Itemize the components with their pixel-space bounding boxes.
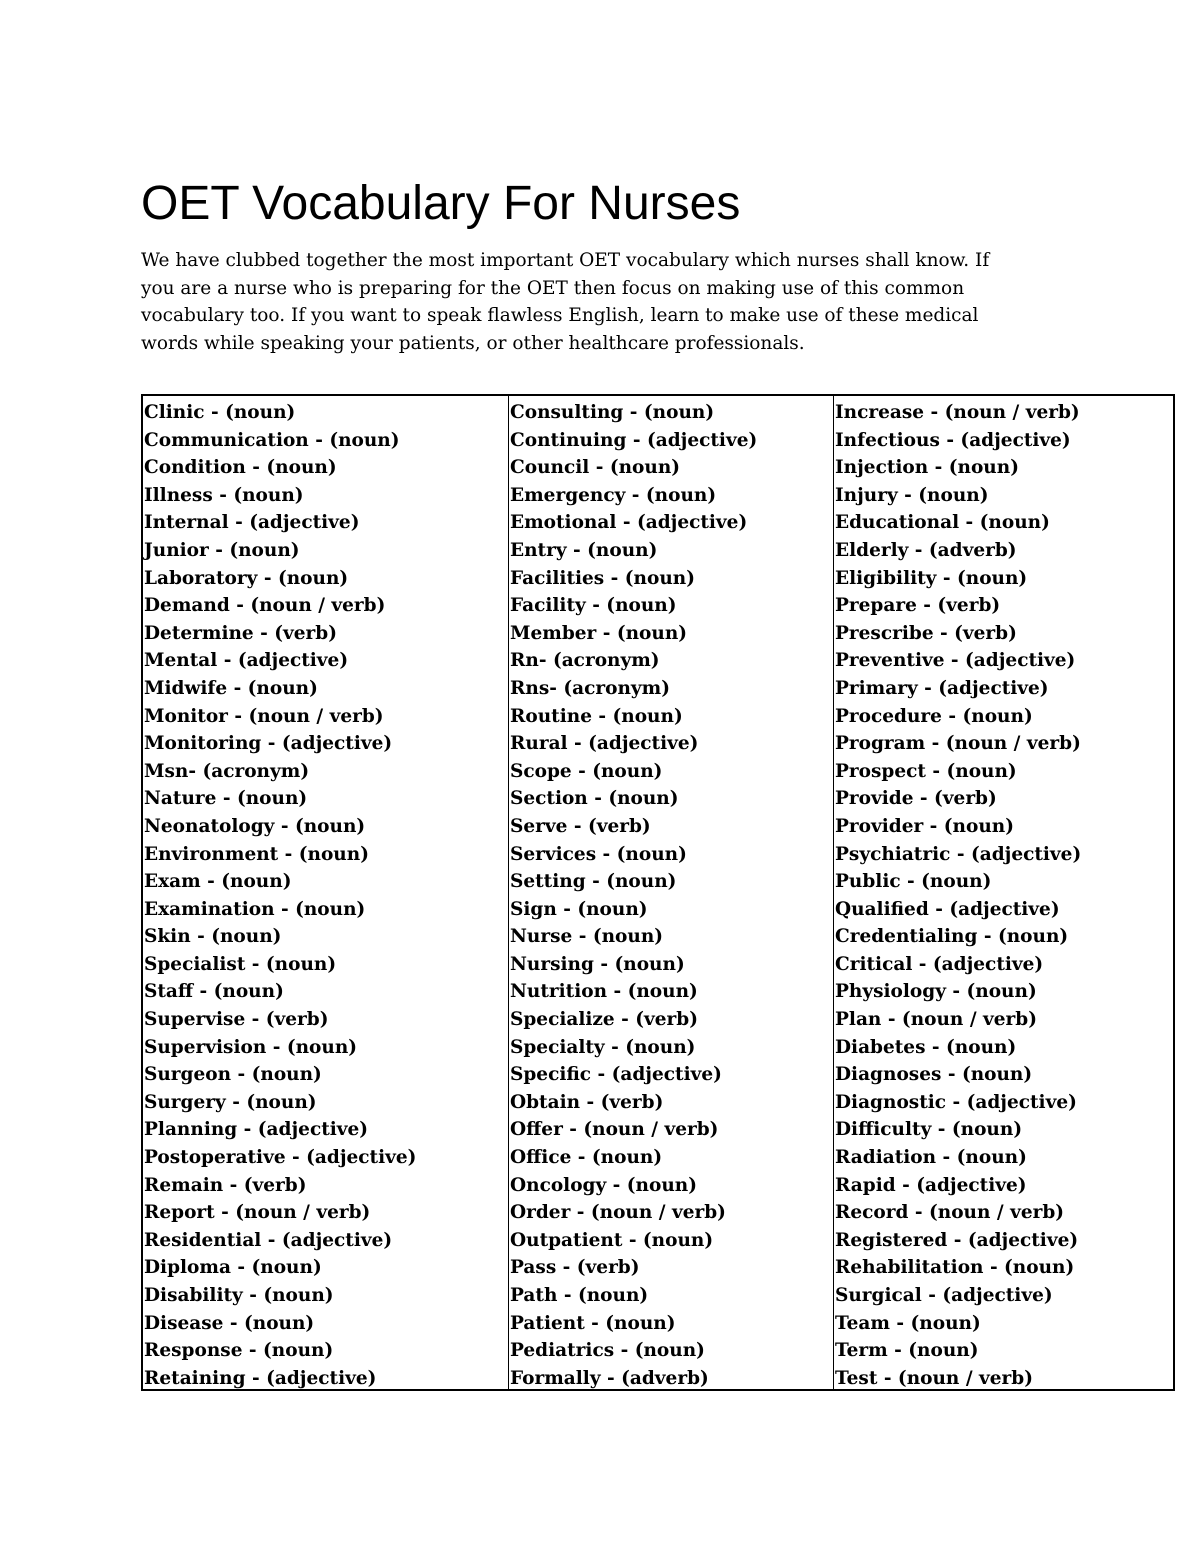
vocabulary-term: Nutrition - (noun) [510,981,698,1003]
vocabulary-term: Prescribe - (verb) [835,622,1017,644]
vocabulary-term: Elderly - (adverb) [835,539,1017,561]
vocabulary-term: Primary - (adjective) [835,677,1049,699]
vocabulary-term: Planning - (adjective) [144,1119,369,1141]
vocabulary-term: Remain - (verb) [144,1174,307,1196]
vocabulary-term: Consulting - (noun) [510,402,715,423]
vocabulary-term: Facilities - (noun) [510,567,695,589]
vocabulary-term: Midwife - (noun) [144,677,318,699]
vocabulary-term: Educational - (noun) [835,512,1050,534]
intro-line: We have clubbed together the most important OET vocabulary which nurses shall know. If [141,250,990,271]
vocabulary-term: Retaining - (adjective) [144,1367,377,1389]
vocabulary-term: Supervise - (verb) [144,1009,329,1031]
vocabulary-term: Radiation - (noun) [835,1147,1027,1169]
vocabulary-term: Diabetes - (noun) [835,1036,1017,1058]
vocabulary-term: Prepare - (verb) [835,595,1001,617]
vocabulary-term: Rn- (acronym) [510,650,660,672]
vocabulary-term: Diagnoses - (noun) [835,1064,1033,1086]
vocabulary-term: Patient - (noun) [510,1312,676,1334]
vocabulary-term: Serve - (verb) [510,815,651,837]
vocabulary-term: Condition - (noun) [144,457,337,479]
vocabulary-term: Residential - (adjective) [144,1229,393,1251]
vocabulary-term: Public - (noun) [835,871,992,893]
vocabulary-term: Nurse - (noun) [510,926,664,948]
vocabulary-column-3 [834,396,1173,1389]
vocabulary-term: Junior - (noun) [144,539,300,561]
vocabulary-term: Monitoring - (adjective) [144,733,393,755]
vocabulary-term: Routine - (noun) [510,705,683,727]
vocabulary-term: Pass - (verb) [510,1257,640,1279]
vocabulary-term: Registered - (adjective) [835,1229,1079,1251]
vocabulary-term: Office - (noun) [510,1147,663,1169]
vocabulary-term: Prospect - (noun) [835,760,1017,782]
vocabulary-term: Internal - (adjective) [144,512,360,534]
vocabulary-term: Increase - (noun / verb) [835,402,1080,423]
vocabulary-term: Communication - (noun) [144,429,400,451]
vocabulary-term: Preventive - (adjective) [835,650,1076,672]
vocabulary-term: Surgeon - (noun) [144,1064,322,1086]
vocabulary-term: Team - (noun) [835,1312,981,1334]
vocabulary-term: Test - (noun / verb) [835,1367,1033,1389]
vocabulary-term: Rural - (adjective) [510,733,699,755]
vocabulary-term: Procedure - (noun) [835,705,1033,727]
vocabulary-term: Services - (noun) [510,843,687,865]
vocabulary-term: Examination - (noun) [144,898,366,920]
vocabulary-term: Formally - (adverb) [510,1367,709,1389]
vocabulary-term: Difficulty - (noun) [835,1119,1023,1141]
intro-line: vocabulary too. If you want to speak flawless English, learn to make use of these medical [141,305,979,327]
vocabulary-term: Monitor - (noun / verb) [144,705,384,727]
vocabulary-term: Offer - (noun / verb) [510,1119,719,1141]
vocabulary-term: Response - (noun) [144,1340,334,1362]
vocabulary-term: Obtain - (verb) [510,1091,664,1113]
vocabulary-column-2 [509,396,834,1389]
intro-paragraph [141,247,1091,358]
vocabulary-term: Oncology - (noun) [510,1174,697,1196]
vocabulary-column-1 [143,396,509,1389]
vocabulary-term: Sign - (noun) [510,898,648,920]
vocabulary-term: Term - (noun) [835,1340,979,1362]
vocabulary-term: Surgery - (noun) [144,1091,317,1113]
vocabulary-term: Injury - (noun) [835,484,989,506]
vocabulary-term: Section - (noun) [510,788,679,810]
vocabulary-term: Qualified - (adjective) [835,898,1060,920]
vocabulary-table [141,394,1175,1391]
vocabulary-term: Order - (noun / verb) [510,1202,726,1224]
vocabulary-term: Staff - (noun) [144,981,284,1003]
vocabulary-term: Laboratory - (noun) [144,567,349,589]
vocabulary-term: Council - (noun) [510,457,681,479]
intro-line: you are a nurse who is preparing for the OET then focus on making use of this common [141,277,965,299]
vocabulary-term: Exam - (noun) [144,871,292,893]
vocabulary-term: Nature - (noun) [144,788,308,810]
vocabulary-term: Provider - (noun) [835,815,1014,837]
vocabulary-term: Specialize - (verb) [510,1009,698,1031]
vocabulary-term: Rns- (acronym) [510,677,670,699]
vocabulary-term: Critical - (adjective) [835,953,1044,975]
vocabulary-term: Psychiatric - (adjective) [835,843,1082,865]
vocabulary-term: Infectious - (adjective) [835,429,1071,451]
vocabulary-term: Specialist - (noun) [144,953,337,975]
vocabulary-term: Clinic - (noun) [144,402,296,423]
vocabulary-term: Specialty - (noun) [510,1036,696,1058]
vocabulary-term: Record - (noun / verb) [835,1202,1065,1224]
vocabulary-term: Facility - (noun) [510,595,677,617]
vocabulary-term: Physiology - (noun) [835,981,1037,1003]
vocabulary-term: Surgical - (adjective) [835,1285,1053,1306]
vocabulary-term: Entry - (noun) [510,539,658,561]
vocabulary-term: Mental - (adjective) [144,650,349,672]
vocabulary-term: Path - (noun) [510,1285,649,1306]
vocabulary-term: Setting - (noun) [510,871,677,893]
vocabulary-term: Rehabilitation - (noun) [835,1257,1075,1279]
page-title: OET Vocabulary For Nurses [141,177,741,230]
vocabulary-term: Report - (noun / verb) [144,1202,371,1224]
vocabulary-term: Credentialing - (noun) [835,926,1069,948]
vocabulary-term: Nursing - (noun) [510,953,685,975]
vocabulary-term: Disease - (noun) [144,1312,315,1334]
vocabulary-term: Plan - (noun / verb) [835,1009,1037,1031]
vocabulary-term: Provide - (verb) [835,788,997,810]
vocabulary-term: Supervision - (noun) [144,1036,358,1058]
vocabulary-term: Program - (noun / verb) [835,733,1081,755]
vocabulary-term: Diploma - (noun) [144,1257,322,1279]
vocabulary-term: Specific - (adjective) [510,1064,722,1086]
vocabulary-term: Emotional - (adjective) [510,512,748,534]
vocabulary-term: Neonatology - (noun) [144,815,366,837]
vocabulary-term: Postoperative - (adjective) [144,1147,417,1169]
vocabulary-term: Continuing - (adjective) [510,429,758,451]
vocabulary-term: Eligibility - (noun) [835,567,1028,589]
vocabulary-term: Determine - (verb) [144,622,337,644]
vocabulary-term: Injection - (noun) [835,457,1019,479]
vocabulary-term: Scope - (noun) [510,760,663,782]
vocabulary-term: Environment - (noun) [144,843,369,865]
vocabulary-term: Diagnostic - (adjective) [835,1091,1077,1113]
vocabulary-term: Pediatrics - (noun) [510,1340,705,1362]
vocabulary-term: Emergency - (noun) [510,484,717,506]
intro-line: words while speaking your patients, or other healthcare professionals. [141,333,805,355]
vocabulary-term: Rapid - (adjective) [835,1174,1027,1196]
vocabulary-term: Demand - (noun / verb) [144,595,386,617]
vocabulary-term: Msn- (acronym) [144,760,310,782]
vocabulary-term: Skin - (noun) [144,926,282,948]
vocabulary-term: Disability - (noun) [144,1285,334,1306]
vocabulary-term: Member - (noun) [510,622,688,644]
vocabulary-term: Outpatient - (noun) [510,1229,714,1251]
vocabulary-term: Illness - (noun) [144,484,304,506]
